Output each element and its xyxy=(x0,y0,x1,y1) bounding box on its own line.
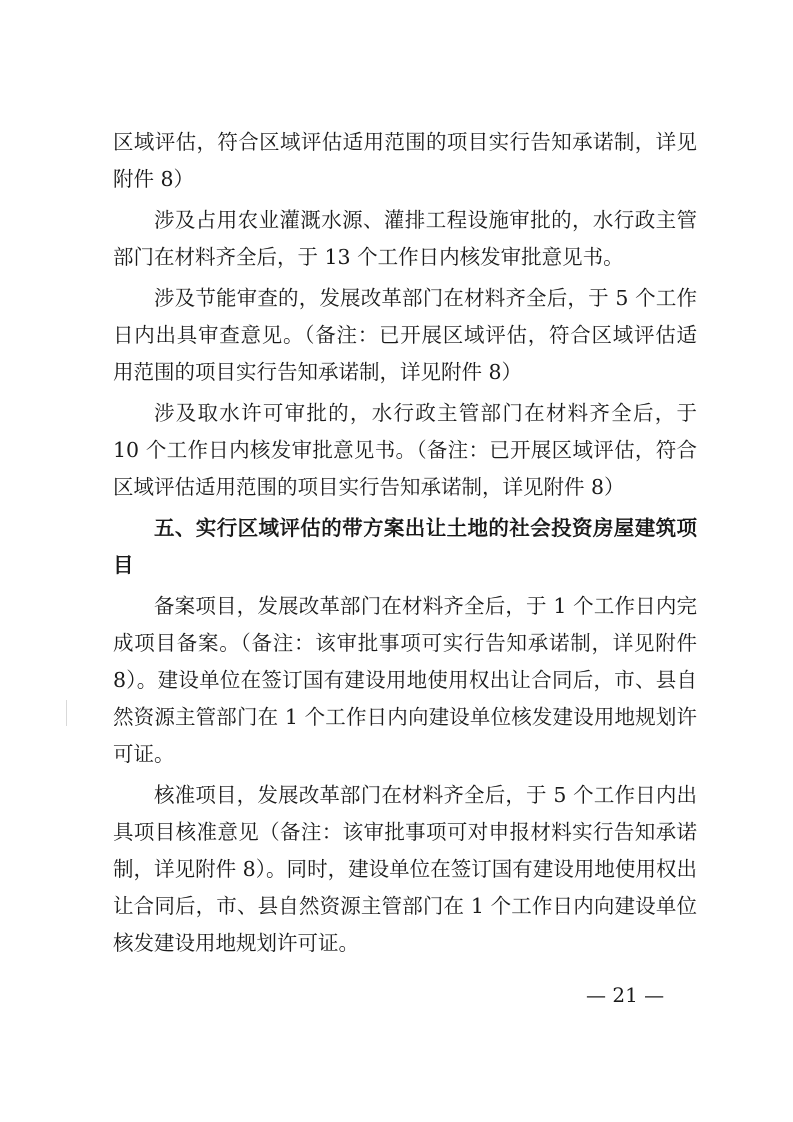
margin-mark xyxy=(66,700,67,726)
section-heading: 五、实行区域评估的带方案出让土地的社会投资房屋建筑项目 xyxy=(113,516,697,577)
paragraph-approval-project: 核准项目，发展改革部门在材料齐全后，于 5 个工作日内出具项目核准意见（备注：该审批事项可对申报材料实行告知承诺制，详见附件 8）。同时，建设单位在签订国有建设用地使用权出让合同后，市、县自然资源主管部门在 1 个工作日内向建设单位核发建设用地规划许可证。 xyxy=(113,783,697,955)
paragraph-continuation: 区域评估，符合区域评估适用范围的项目实行告知承诺制，详见附件 8） xyxy=(113,130,697,191)
page-number: — 21 — xyxy=(586,983,665,1007)
document-body xyxy=(113,124,697,966)
paragraph-energy-review: 涉及节能审查的，发展改革部门在材料齐全后，于 5 个工作日内出具审查意见。（备注：已开展区域评估，符合区域评估适用范围的项目实行告知承诺制，详见附件 8） xyxy=(113,286,697,384)
paragraph-water-permit: 涉及取水许可审批的，水行政主管部门在材料齐全后，于 10 个工作日内核发审批意见书。（备注：已开展区域评估，符合区域评估适用范围的项目实行告知承诺制，详见附件 8） xyxy=(113,401,697,499)
paragraph-filing-project: 备案项目，发展改革部门在材料齐全后，于 1 个工作日内完成项目备案。（备注：该审批事项可实行告知承诺制，详见附件 8）。建设单位在签订国有建设用地使用权出让合同后，市、县自然资源主管部门在 1 个工作日内向建设单位核发建设用地规划许可证。 xyxy=(113,594,697,766)
paragraph-irrigation-approval: 涉及占用农业灌溉水源、灌排工程设施审批的，水行政主管部门在材料齐全后，于 13 个工作日内核发审批意见书。 xyxy=(113,208,697,269)
